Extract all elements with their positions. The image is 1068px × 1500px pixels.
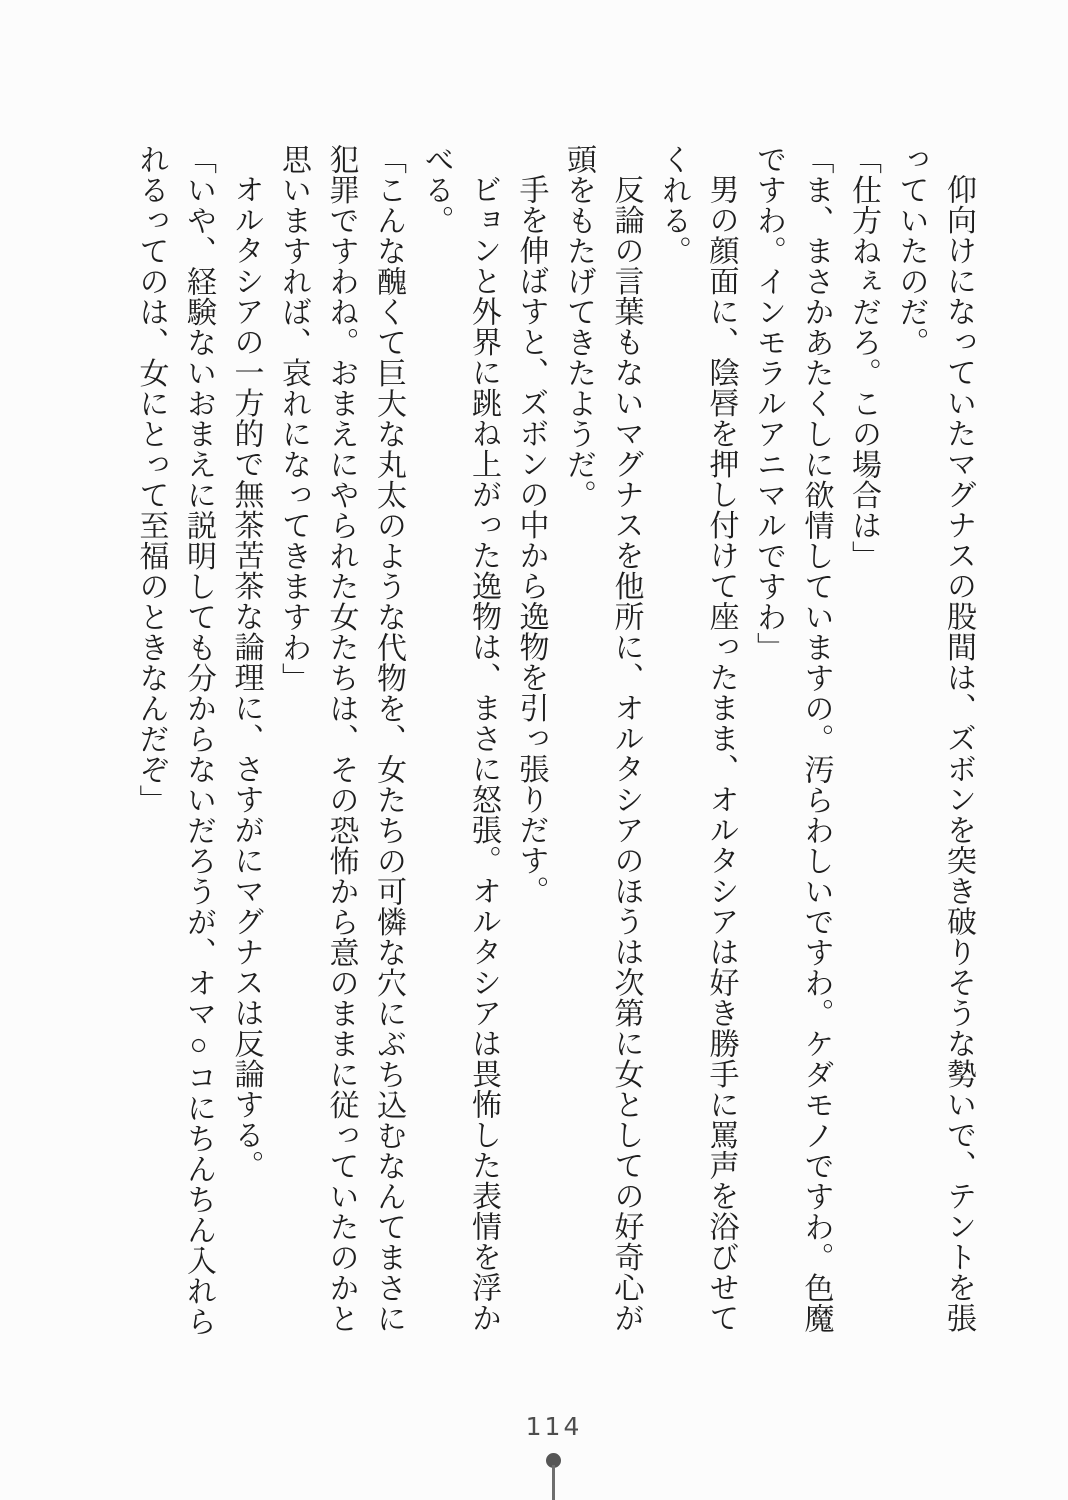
body-text [127,144,982,1350]
paragraph: 「こんな醜くて巨大な丸太のような代物を、女たちの可憐な穴にぶち込むなんてまさに犯罪ですわね。おまえにやられた女たちは、その恐怖から意のままに従っていたのかと思いますれば、哀れになってきますわ」 [277,144,405,1334]
page-number: 114 [525,1412,583,1441]
paragraph: オルタシアの一方的で無茶苦茶な論理に、さすがにマグナスは反論する。 [229,174,263,1181]
paragraph: 「いや、経験ないおまえに説明しても分からないだろうが、オマ○コにちんちん入れられるってのは、女にとって至福のときなんだぞ」 [134,144,215,1337]
paragraph: 男の顔面に、陰唇を押し付けて座ったまま、オルタシアは好き勝手に罵声を浴びせてくれる。 [657,144,738,1333]
paragraph: ビョンと外界に跳ね上がった逸物は、まさに怒張。オルタシアは畏怖した表情を浮かべる。 [419,144,500,1333]
paragraph: 「ま、まさかあたくしに欲情していますの。汚らわしいですわ。ケダモノですわ。色魔ですわ。インモラルアニマルですわ」 [752,144,833,1334]
paragraph: 反論の言葉もないマグナスを他所に、オルタシアのほうは次第に女としての好奇心が頭をもたげてきたようだ。 [562,144,643,1333]
page-marker-line [552,1465,555,1500]
paragraph: 「仕方ねぇだろ。この場合は」 [847,144,880,571]
paragraph: 手を伸ばすと、ズボンの中から逸物を引っ張りだす。 [514,174,548,906]
paragraph: 仰向けになっていたマグナスの股間は、ズボンを突き破りそうな勢いで、テントを張っていたのだ。 [894,144,975,1333]
